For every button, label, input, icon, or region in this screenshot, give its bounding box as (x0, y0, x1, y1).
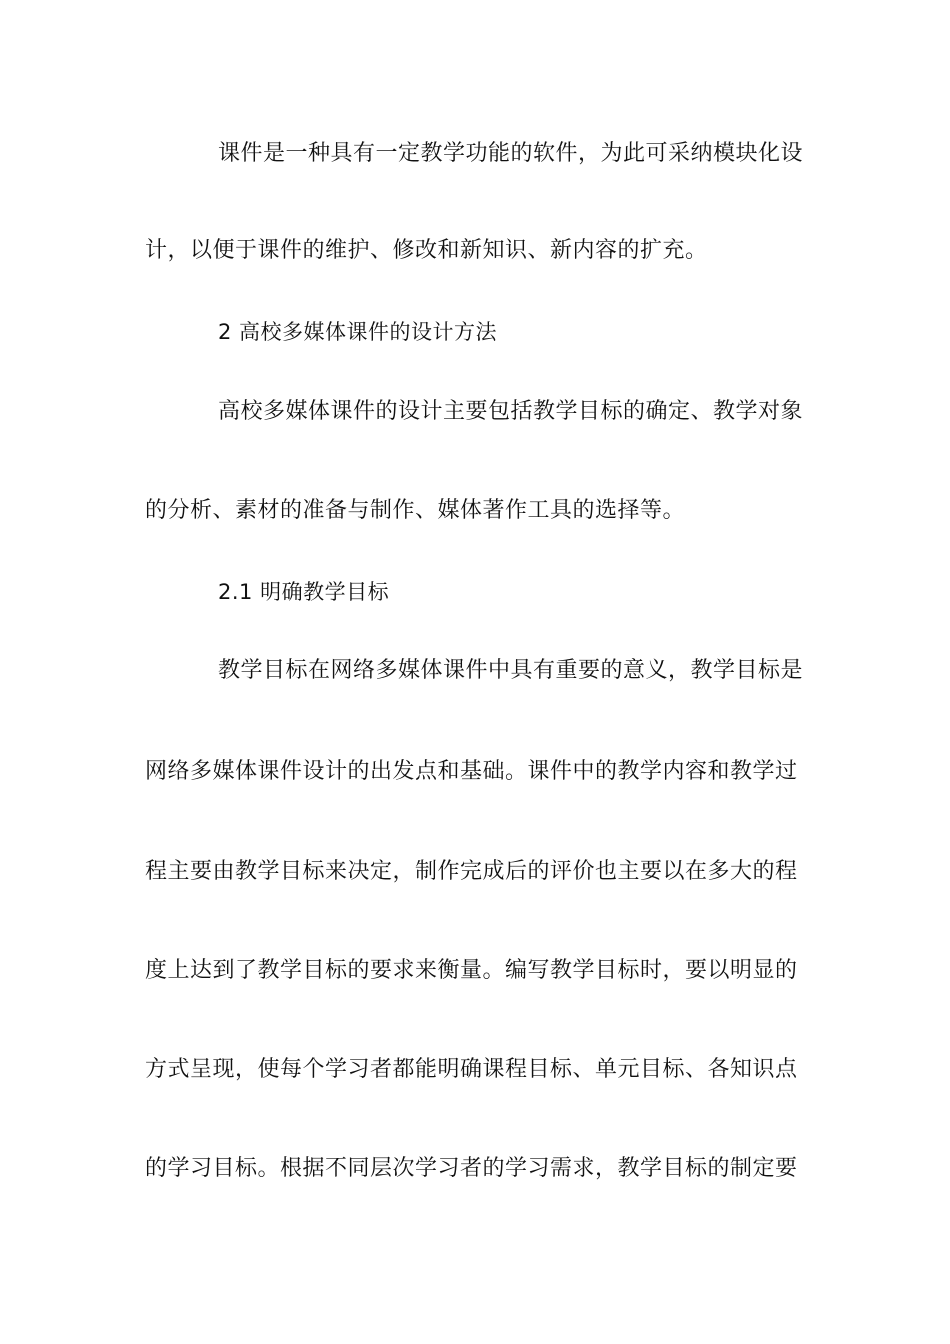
paragraph-3-line-3: 程主要由教学目标来决定，制作完成后的评价也主要以在多大的程 (145, 859, 798, 884)
paragraph-3-line-6: 的学习目标。根据不同层次学习者的学习需求，教学目标的制定要 (145, 1156, 798, 1181)
paragraph-1-line-1: 课件是一种具有一定教学功能的软件，为此可采纳模块化设 (218, 141, 804, 166)
paragraph-3-line-2: 网络多媒体课件设计的出发点和基础。课件中的教学内容和教学过 (145, 759, 798, 784)
paragraph-3-line-4: 度上达到了教学目标的要求来衡量。编写教学目标时，要以明显的 (145, 958, 798, 983)
section-heading-2: 2 高校多媒体课件的设计方法 (218, 320, 498, 344)
paragraph-3-line-5: 方式呈现，使每个学习者都能明确课程目标、单元目标、各知识点 (145, 1057, 798, 1082)
paragraph-2-line-2: 的分析、素材的准备与制作、媒体著作工具的选择等。 (145, 498, 686, 523)
section-heading-2-1: 2.1 明确教学目标 (218, 580, 390, 604)
paragraph-2-line-1: 高校多媒体课件的设计主要包括教学目标的确定、教学对象 (218, 399, 804, 424)
paragraph-3-line-1: 教学目标在网络多媒体课件中具有重要的意义，教学目标是 (218, 658, 804, 683)
paragraph-1-line-2: 计，以便于课件的维护、修改和新知识、新内容的扩充。 (145, 238, 708, 263)
